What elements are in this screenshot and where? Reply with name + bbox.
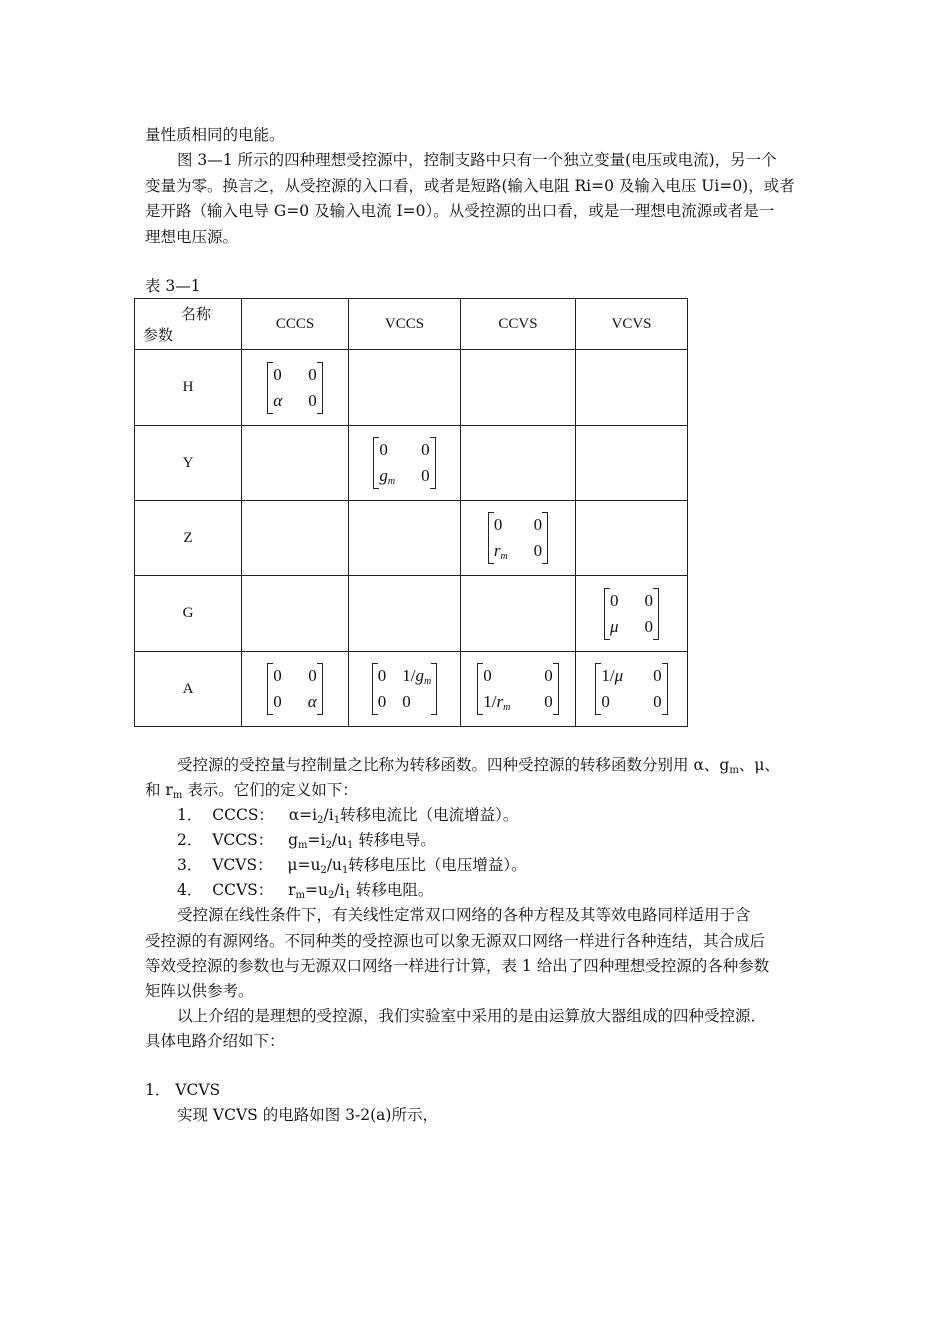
- para4-line1: 以上介绍的是理想的受控源，我们实验室中采用的是由运算放大器组成的四种受控源．: [177, 1007, 767, 1025]
- table-caption: 表 3—1: [145, 277, 201, 295]
- row-header-a: A: [135, 652, 242, 727]
- empty-cell: [349, 501, 461, 576]
- para1-line1: 量性质相同的电能。: [145, 126, 285, 144]
- empty-cell: [576, 426, 688, 501]
- empty-cell: [242, 576, 349, 652]
- definition-item: 2． VCCS： $g_m=i_2/u_1$ 转移电导。: [177, 831, 436, 851]
- z-matrix: 0 0 $r_m$ 0: [488, 512, 548, 564]
- empty-cell: [242, 426, 349, 501]
- a-matrix-vcvs: 1/μ 0 0 0: [595, 663, 667, 715]
- empty-cell: [242, 501, 349, 576]
- definition-item: 3． VCVS： $\mu=u_2/u_1$转移电压比（电压增益）。: [177, 856, 527, 876]
- definition-item: 1． CCCS： $\alpha=i_2/i_1$转移电流比（电流增益）。: [177, 806, 519, 826]
- para4-line2: 具体电路介绍如下：: [145, 1032, 285, 1050]
- para1-line3: 变量为零。换言之，从受控源的入口看，或者是短路(输入电阻 Ri=0 及输入电压 Ui=0)，或者: [145, 177, 795, 195]
- para1-line4: 是开路（输入电导 G=0 及输入电流 I=0）。从受控源的出口看，或是一理想电流源或者是一: [145, 202, 775, 220]
- header-name-label: 名称: [180, 307, 211, 323]
- a-matrix-cccs: 0 0 0 α: [267, 663, 322, 715]
- column-header-cccs: CCCS: [242, 299, 349, 350]
- g-matrix: 0 0 μ 0: [604, 588, 659, 640]
- para2-line1: 受控源的受控量与控制量之比称为转移函数。四种受控源的转移函数分别用 α、$g_m$、μ、: [177, 756, 780, 776]
- matrix-cell: [461, 501, 576, 576]
- empty-cell: [461, 426, 576, 501]
- empty-cell: [461, 576, 576, 652]
- empty-cell: [349, 576, 461, 652]
- definition-item: 4． CCVS： $r_m=u_2/i_1$ 转移电阻。: [177, 881, 434, 901]
- matrix-cell: [242, 350, 349, 426]
- para3-line1: 受控源在线性条件下，有关线性定常双口网络的各种方程及其等效电路同样适用于含: [177, 906, 751, 924]
- header-corner-cell: [135, 299, 242, 350]
- matrix-cell: [242, 652, 349, 727]
- empty-cell: [349, 350, 461, 426]
- para3-line2: 受控源的有源网络。不同种类的受控源也可以象无源双口网络一样进行各种连结，其合成后: [145, 932, 766, 950]
- empty-cell: [461, 350, 576, 426]
- section-heading: 1． VCVS: [145, 1081, 221, 1099]
- matrix-cell: [349, 426, 461, 501]
- a-matrix-vccs: 0 $1/g_m$ 0 0: [372, 663, 437, 715]
- section-text: 实现 VCVS 的电路如图 3-2(a)所示，: [177, 1106, 438, 1124]
- row-header-g: G: [135, 576, 242, 652]
- a-matrix-ccvs: 0 0 $1/r_m$ 0: [477, 663, 559, 715]
- para1-line2: 图 3—1 所示的四种理想受控源中，控制支路中只有一个独立变量(电压或电流)，另一个: [177, 151, 777, 169]
- matrix-cell: [461, 652, 576, 727]
- para3-line3: 等效受控源的参数也与无源双口网络一样进行计算，表 1 给出了四种理想受控源的各种参数: [145, 957, 770, 975]
- column-header-vccs: VCCS: [349, 299, 461, 350]
- para3-line4: 矩阵以供参考。: [145, 982, 254, 1000]
- para2-line2: 和 $r_m$ 表示。它们的定义如下：: [145, 781, 358, 801]
- matrix-cell: [349, 652, 461, 727]
- row-header-h: H: [135, 350, 242, 426]
- empty-cell: [576, 501, 688, 576]
- column-header-vcvs: VCVS: [576, 299, 688, 350]
- row-header-y: Y: [135, 426, 242, 501]
- header-param-label: 参数: [143, 328, 174, 344]
- parameter-table: [134, 298, 688, 727]
- row-header-z: Z: [135, 501, 242, 576]
- matrix-cell: [576, 652, 688, 727]
- h-matrix: 0 0 α 0: [267, 362, 322, 414]
- column-header-ccvs: CCVS: [461, 299, 576, 350]
- matrix-cell: [576, 576, 688, 652]
- y-matrix: 0 0 $g_m$ 0: [373, 437, 435, 489]
- empty-cell: [576, 350, 688, 426]
- para1-line5: 理想电压源。: [145, 228, 239, 246]
